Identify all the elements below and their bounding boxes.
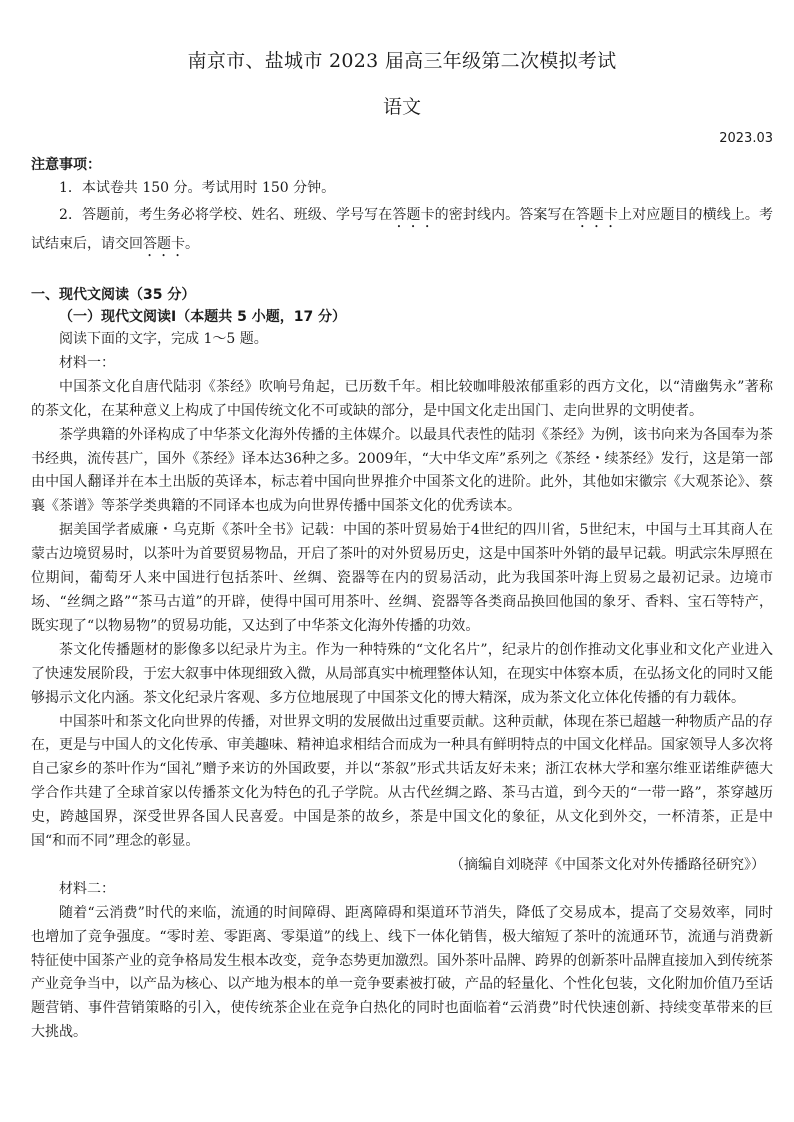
notice-item-2-text: 上对应题目的横线上。考试结束后，请交回: [31, 207, 774, 252]
emphasis-answer-card: 答题卡: [143, 236, 185, 252]
paragraph: 中国茶文化自唐代陆羽《茶经》吹响号角起，已历数千年。相比较咖啡般浓郁重彩的西方文化，以“清幽隽永”著称的茶文化，在某种意义上构成了中国传统文化不可或缺的部分，是中国文化走出国门、走向世界的文明使者。: [31, 378, 773, 419]
source-citation: （摘编自刘晓萍《中国茶文化对外传播路径研究》）: [450, 856, 765, 873]
emphasis-answer-card: 答题卡: [392, 207, 435, 223]
notice-item-2-text: 的密封线内。答案写在: [434, 207, 576, 223]
material-label: 材料一：: [59, 354, 115, 371]
subject-title: 语文: [382, 96, 421, 118]
emphasis-answer-card: 答题卡: [575, 207, 619, 223]
section-heading: 一、现代文阅读（35 分）: [31, 287, 196, 303]
notice-heading: 注意事项：: [31, 157, 101, 173]
paragraph: 阅读下面的文字，完成 1～5 题。: [59, 331, 268, 347]
material-label: 材料二：: [59, 880, 115, 897]
notice-item-2: [31, 202, 773, 260]
exam-title: 南京市、盐城市 2023 届高三年级第二次模拟考试: [187, 50, 617, 72]
exam-date: 2023.03: [719, 131, 773, 146]
paragraph: 茶学典籍的外译构成了中华茶文化海外传播的主体媒介。以最具代表性的陆羽《茶经》为例，该书向来为各国奉为茶书经典，流传甚广，国外《茶经》译本达36种之多。2009年，“大中华文库”系列之《茶经・续茶经》发行，这是第一部由中国人翻译并在本土出版的英译本，标志着中国向世界推介中国茶文化的进阶。此外，其他如宋徽宗《大观茶论》、蔡襄《茶谱》等茶学类典籍的不同译本也成为向世界传播中国茶文化的优秀读本。: [31, 426, 773, 515]
notice-item-2-text: 2．答题前，考生务必将学校、姓名、班级、学号写在: [59, 207, 393, 223]
paragraph: 中国茶叶和茶文化向世界的传播，对世界文明的发展做出过重要贡献。这种贡献，体现在茶已超越一种物质产品的存在，更是与中国人的文化传承、审美趣味、精神追求相结合而成为一种具有鲜明特点的中国文化样品。国家领导人多次将自己家乡的茶叶作为“国礼”赠予来访的外国政要，并以“茶叙”形式共话友好未来；浙江农林大学和塞尔维亚诺维萨德大学合作共建了全球首家以传播茶文化为特色的孔子学院。从古代丝绸之路、茶马古道，到今天的“一带一路”，茶穿越历史，跨越国界，深受世界各国人民喜爱。中国是茶的故乡，茶是中国文化的象征，从文化到外交，一杯清茶，正是中国“和而不同”理念的彰显。: [31, 713, 773, 850]
subsection-heading: （一）现代文阅读Ⅰ（本题共 5 小题，17 分）: [59, 309, 347, 325]
notice-item-2-text: 。: [185, 236, 199, 252]
paragraph: 据美国学者威廉・乌克斯《茶叶全书》记载：中国的茶叶贸易始于4世纪的四川省，5世纪末，中国与土耳其商人在蒙古边境贸易时，以茶叶为首要贸易物品，开启了茶叶的对外贸易历史，这是中国茶叶外销的最早记载。明武宗朱厚照在位期间，葡萄牙人来中国进行包括茶叶、丝绸、瓷器等在内的贸易活动，此为我国茶叶海上贸易之最初记录。边境市场、“丝绸之路”“茶马古道”的开辟，使得中国可用茶叶、丝绸、瓷器等各类商品换回他国的象牙、香料、宝石等特产，既实现了“以物易物”的贸易功能，又达到了中华茶文化海外传播的功效。: [31, 522, 773, 634]
notice-item-1: 1．本试卷共 150 分。考试用时 150 分钟。: [59, 180, 336, 196]
paragraph: 茶文化传播题材的影像多以纪录片为主。作为一种特殊的“文化名片”，纪录片的创作推动文化事业和文化产业进入了快速发展阶段，于宏大叙事中体现细致入微，从局部真实中梳理整体认知，在现实中体察本质，在弘扬文化的同时又能够揭示文化内涵。茶文化纪录片客观、多方位地展现了中国茶文化的博大精深，成为茶文化立体化传播的有力载体。: [31, 641, 773, 706]
paragraph: 随着“云消费”时代的来临，流通的时间障碍、距离障碍和渠道环节消失，降低了交易成本，提高了交易效率，同时也增加了竞争强度。“零时差、零距离、零渠道”的线上、线下一体化销售，极大缩短了茶叶的流通环节，流通与消费新特征使中国茶产业的竞争格局发生根本改变，竞争态势更加激烈。国外茶叶品牌、跨界的创新茶叶品牌直接加入到传统茶产业竞争当中，以产品为核心、以产地为根本的单一竞争要素被打破，产品的轻量化、个性化包装，文化附加价值乃至话题营销、事件营销策略的引入，使传统茶企业在竞争白热化的同时也面临着“云消费”时代快速创新、持续变革带来的巨大挑战。: [31, 904, 773, 1041]
reading-passage: [31, 328, 773, 1045]
